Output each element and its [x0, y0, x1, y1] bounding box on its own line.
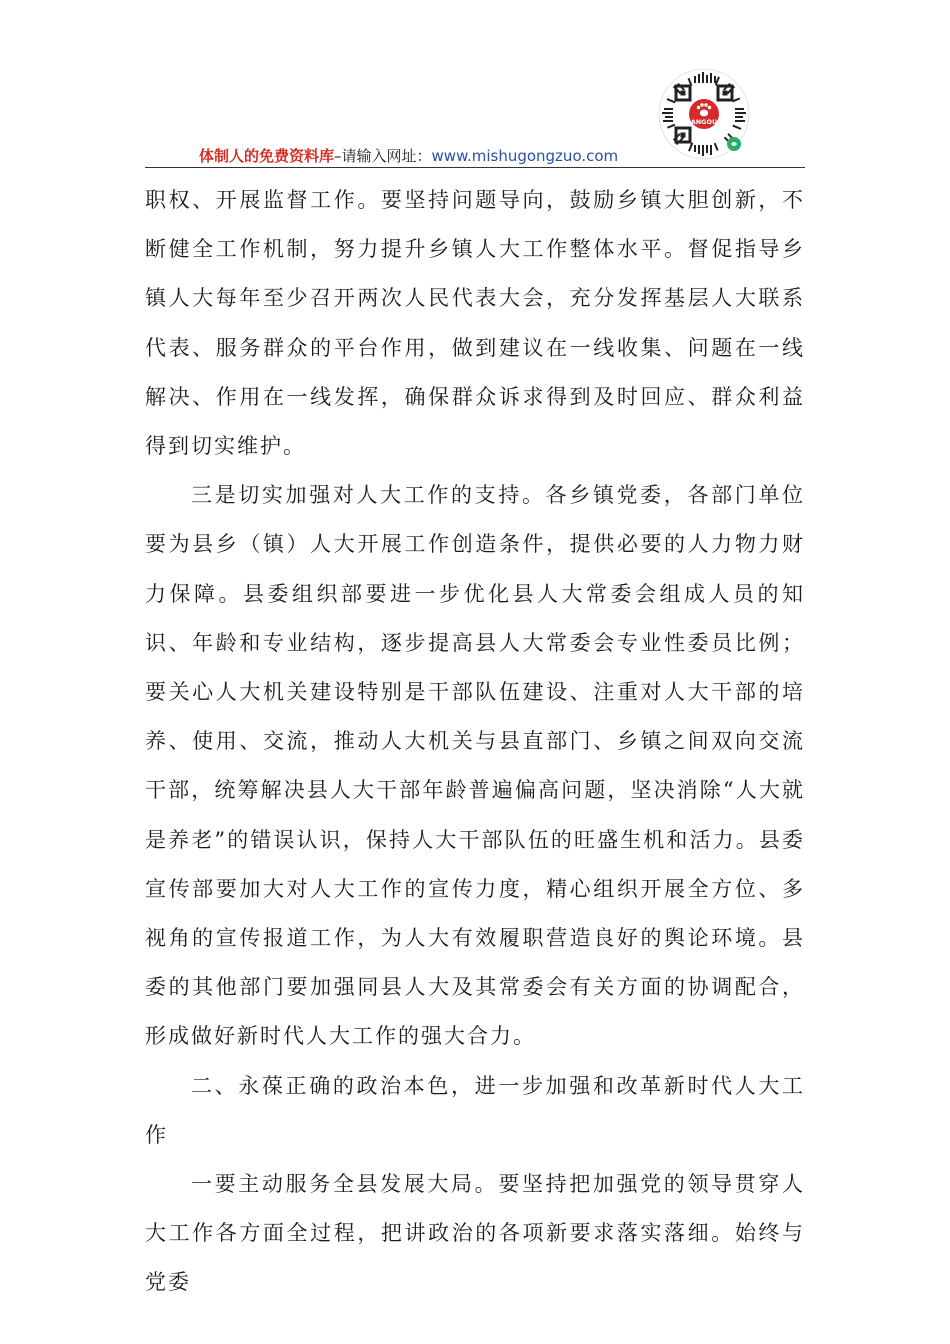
site-url-link[interactable]: www.mishugongzuo.com — [431, 147, 619, 165]
library-name: 体制人的免费资料库 — [199, 147, 335, 165]
header-banner — [199, 146, 618, 166]
qr-badge-text: ANGOU — [690, 118, 718, 126]
paragraph-continuation: 职权、开展监督工作。要坚持问题导向，鼓励乡镇大胆创新，不断健全工作机制，努力提升乡镇人大工作整体水平。督促指导乡镇人大每年至少召开两次人民代表大会，充分发挥基层人大联系代表、服务群众的平台作用，做到建议在一线收集、问题在一线解决、作用在一线发挥，确保群众诉求得到及时回应、群众利益得到切实维护。 — [145, 188, 805, 459]
document-body — [145, 176, 805, 1308]
paragraph-serve-development: 一要主动服务全县发展大局。要坚持把加强党的领导贯穿人大工作各方面全过程，把讲政治的各项新要求落实落细。始终与党委 — [145, 1172, 805, 1295]
url-prompt: –请输入网址： — [334, 147, 432, 165]
page-header — [0, 0, 950, 170]
header-divider — [145, 167, 805, 168]
paragraph-support: 三是切实加强对人大工作的支持。各乡镇党委，各部门单位要为县乡（镇）人大开展工作创造条件，提供必要的人力物力财力保障。县委组织部要进一步优化县人大常委会组成人员的知识、年龄和专业结构，逐步提高县人大常委会专业性委员比例；要关心人大机关建设特别是干部队伍建设、注重对人大干部的培养、使用、交流，推动人大机关与县直部门、乡镇之间双向交流干部，统筹解决县人大干部年龄普遍偏高问题，坚决消除“人大就是养老”的错误认识，保持人大干部队伍的旺盛生机和活力。县委宣传部要加大对人大工作的宣传力度，精心组织开展全方位、多视角的宣传报道工作，为人大有效履职营造良好的舆论环境。县委的其他部门要加强同县人大及其常委会有关方面的协调配合，形成做好新时代人大工作的强大合力。 — [145, 483, 805, 1049]
qr-code-icon — [658, 68, 750, 160]
section-heading: 二、永葆正确的政治本色，进一步加强和改革新时代人大工作 — [145, 1073, 805, 1147]
